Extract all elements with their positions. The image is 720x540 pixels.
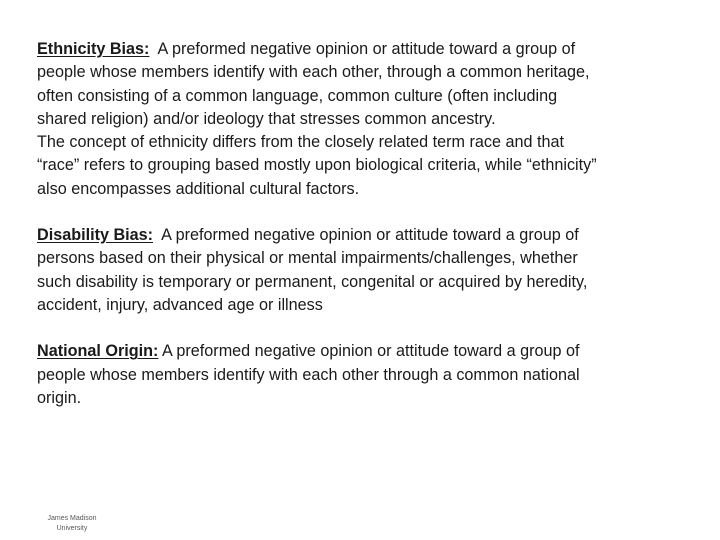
university-footer (38, 514, 106, 534)
slide-content (37, 38, 597, 410)
footer-line-1: James Madison (47, 515, 97, 522)
ethnicity-bias-text: A preformed negative opinion or attitude toward a group of people whose members identify with each other, through a common heritage, often consisting of a common language, common culture (often including shared religion) and/or ideology that stresses common ancestry. (37, 40, 594, 128)
disability-bias-term: Disability Bias: (37, 226, 154, 245)
disability-bias-definition (37, 224, 597, 317)
ethnicity-bias-definition (37, 38, 597, 131)
disability-bias-text: A preformed negative opinion or attitude toward a group of persons based on their physical or mental impairments/challenges, whether such disability is temporary or permanent, congenital or acquired by heredity, accident, injury, advanced age or illness (37, 226, 592, 314)
national-origin-term: National Origin: (37, 342, 159, 361)
footer-line-2: University (56, 525, 88, 532)
ethnicity-vs-race-note: The concept of ethnicity differs from the closely related term race and that “race” refers to grouping based mostly upon biological criteria, while “ethnicity” also encompasses additional cultural factors. (37, 133, 597, 198)
national-origin-text: A preformed negative opinion or attitude toward a group of people whose members identify with each other through a common national origin. (37, 342, 585, 407)
national-origin-definition (37, 340, 597, 410)
ethnicity-bias-term: Ethnicity Bias: (37, 40, 150, 58)
